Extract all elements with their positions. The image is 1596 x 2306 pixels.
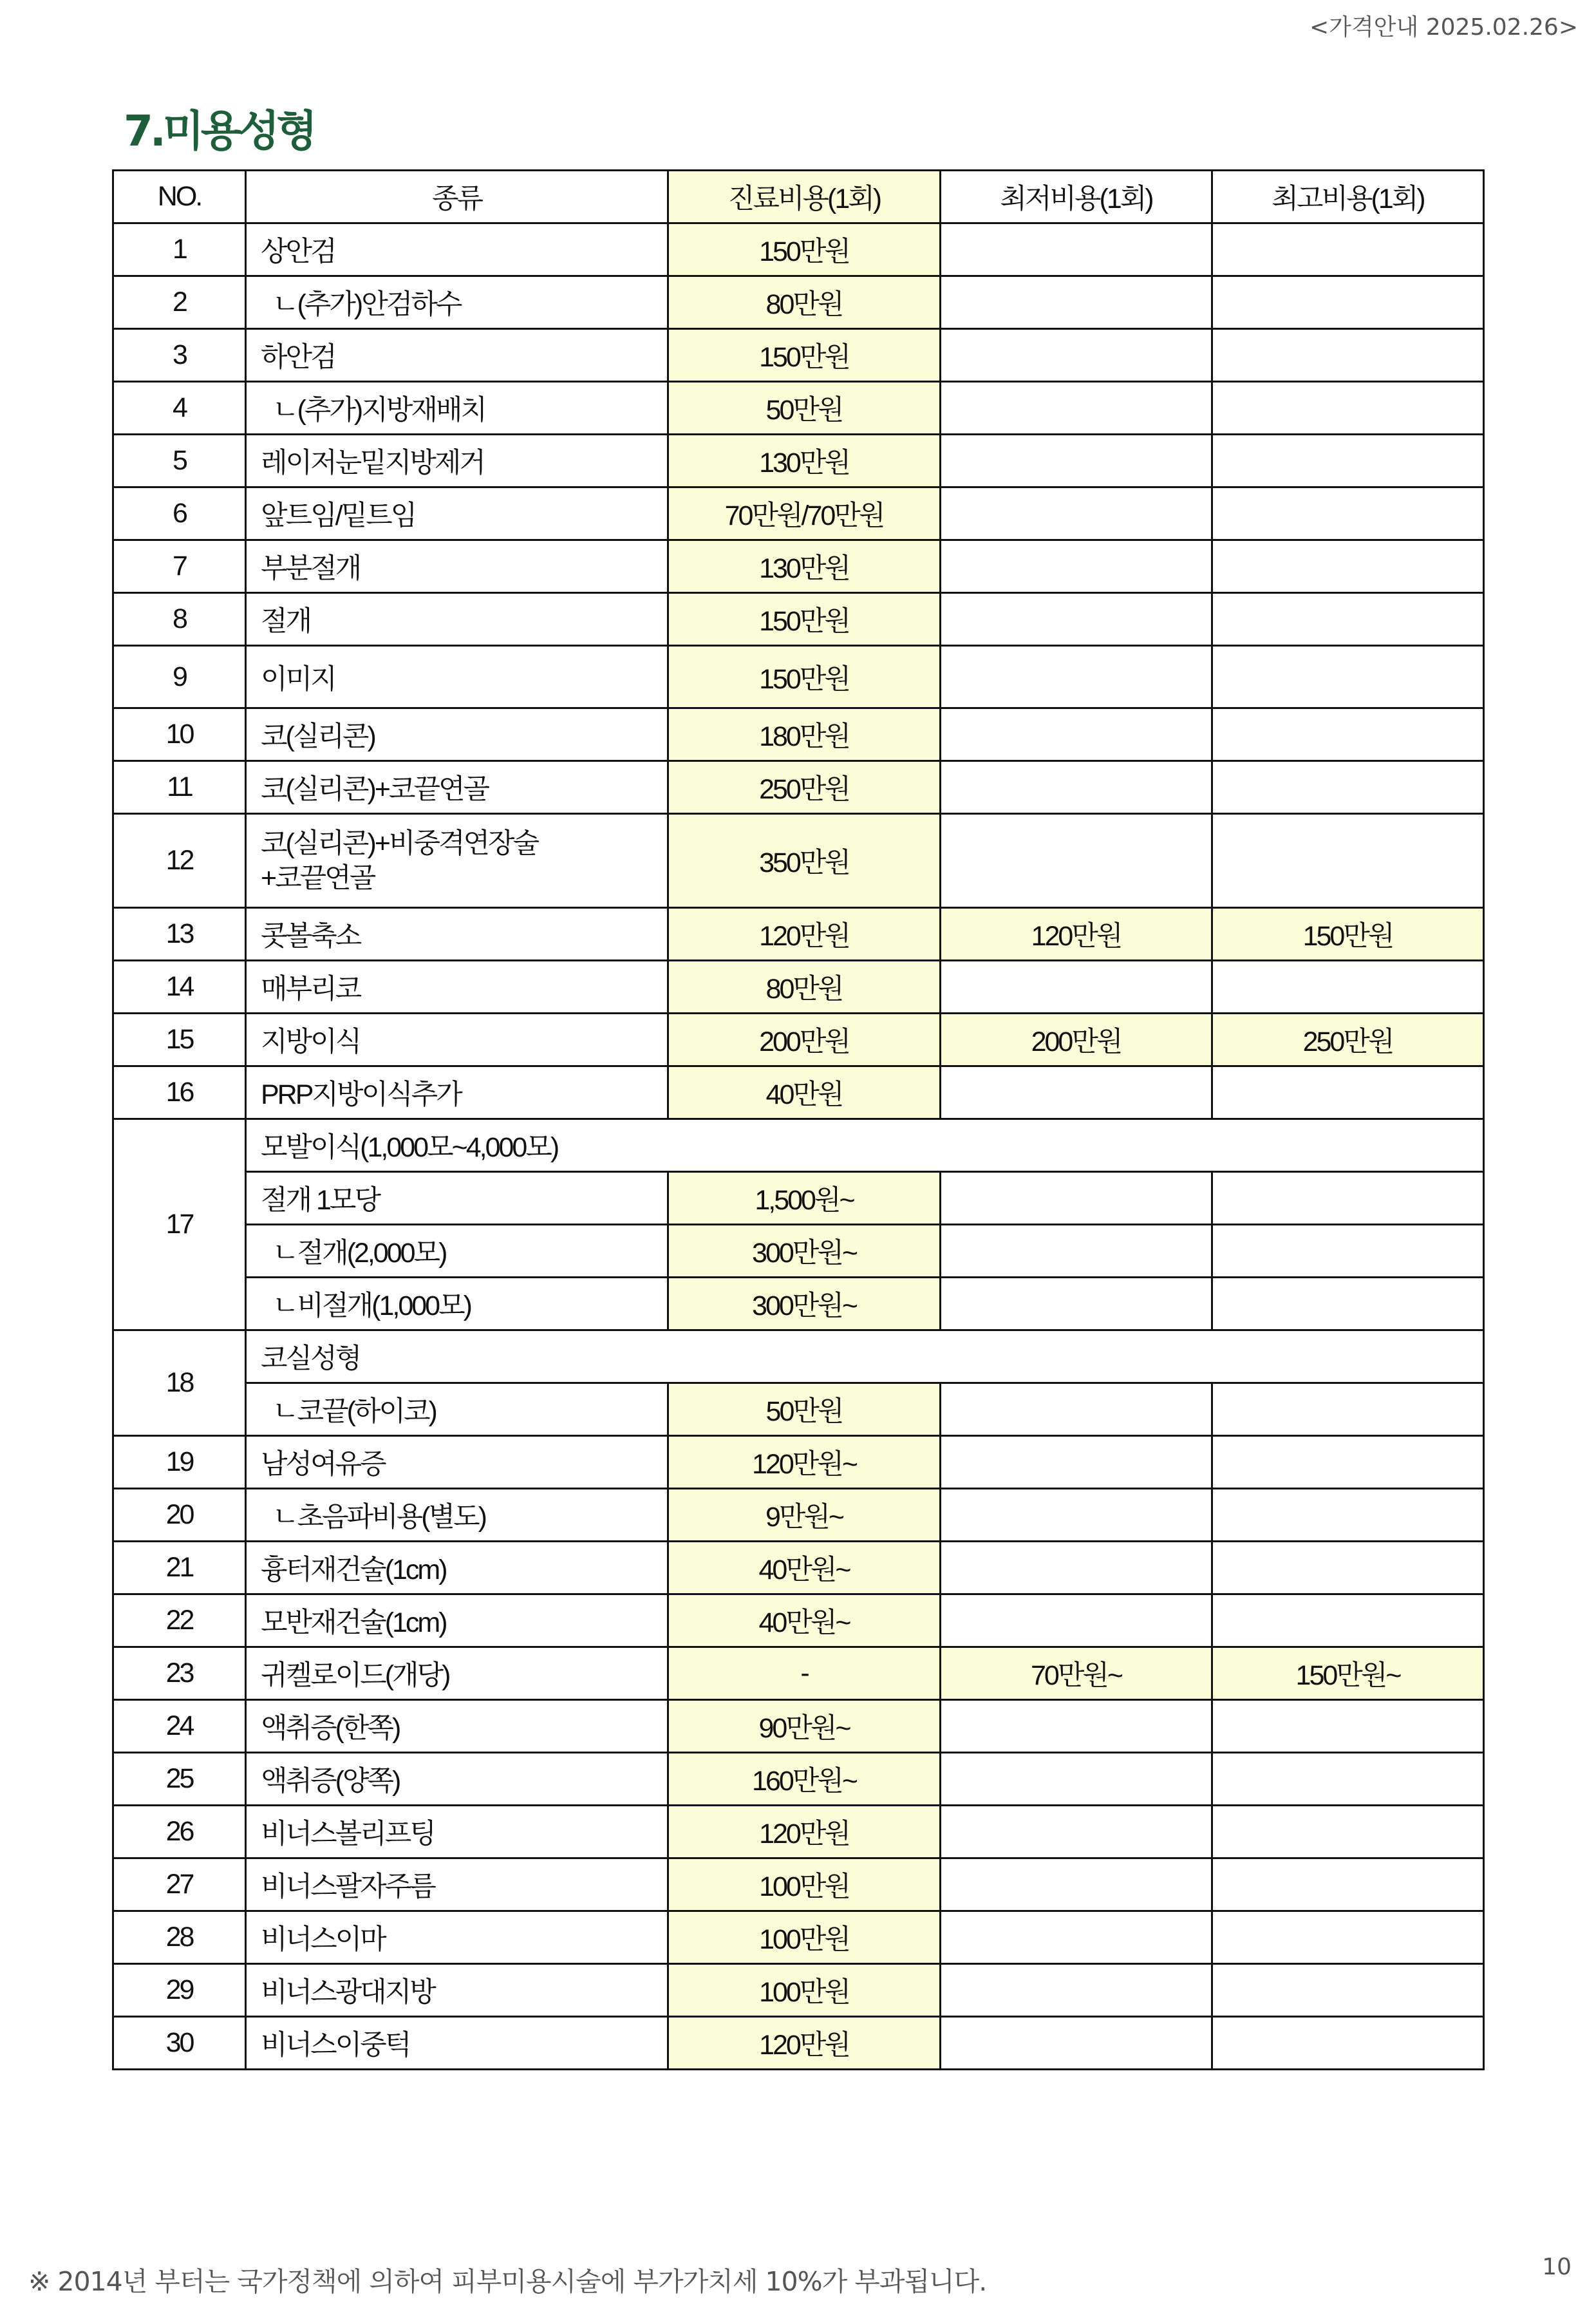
min-cost — [941, 1964, 1212, 2017]
treatment-cost: 40만원~ — [668, 1594, 941, 1647]
treatment-type: 하안검 — [246, 329, 668, 382]
table-row — [113, 908, 1484, 961]
max-cost — [1212, 1225, 1484, 1278]
treatment-cost: 40만원~ — [668, 1542, 941, 1594]
min-cost — [941, 329, 1212, 382]
price-info-date: <가격안내 2025.02.26> — [1310, 14, 1578, 41]
max-cost — [1212, 1911, 1484, 1964]
min-cost — [941, 961, 1212, 1014]
min-cost — [941, 593, 1212, 646]
table-row — [113, 276, 1484, 329]
table-row — [113, 1066, 1484, 1119]
treatment-cost: 150만원 — [668, 646, 941, 708]
min-cost — [941, 1278, 1212, 1330]
treatment-cost: 300만원~ — [668, 1278, 941, 1330]
row-number: 7 — [113, 540, 246, 593]
row-number: 26 — [113, 1806, 246, 1858]
row-number: 25 — [113, 1753, 246, 1806]
table-row — [113, 646, 1484, 708]
treatment-cost: 90만원~ — [668, 1700, 941, 1753]
table-row — [113, 961, 1484, 1014]
treatment-type: 콧볼축소 — [246, 908, 668, 961]
table-row — [113, 1172, 1484, 1225]
table-header-row — [113, 171, 1484, 223]
max-cost — [1212, 435, 1484, 487]
treatment-type: 귀켈로이드(개당) — [246, 1647, 668, 1700]
table-row — [113, 593, 1484, 646]
row-number: 5 — [113, 435, 246, 487]
table-row — [113, 1383, 1484, 1436]
treatment-cost: 80만원 — [668, 276, 941, 329]
treatment-type: 부분절개 — [246, 540, 668, 593]
max-cost — [1212, 540, 1484, 593]
min-cost — [941, 1489, 1212, 1542]
max-cost — [1212, 276, 1484, 329]
table-row — [113, 1647, 1484, 1700]
row-number: 4 — [113, 382, 246, 435]
treatment-type: 비너스이중턱 — [246, 2017, 668, 2070]
treatment-cost: 120만원 — [668, 1806, 941, 1858]
treatment-cost: 70만원/70만원 — [668, 487, 941, 540]
treatment-cost: 180만원 — [668, 708, 941, 761]
section-title: 7.미용성형 — [124, 106, 315, 156]
min-cost — [941, 1225, 1212, 1278]
row-number: 20 — [113, 1489, 246, 1542]
treatment-cost: 150만원 — [668, 329, 941, 382]
max-cost — [1212, 1278, 1484, 1330]
max-cost — [1212, 1542, 1484, 1594]
max-cost — [1212, 593, 1484, 646]
table-row — [113, 1225, 1484, 1278]
header-cost: 진료비용(1회) — [668, 171, 941, 223]
max-cost — [1212, 223, 1484, 276]
table-row — [113, 1489, 1484, 1542]
row-number: 17 — [113, 1119, 246, 1330]
min-cost — [941, 2017, 1212, 2070]
row-number: 28 — [113, 1911, 246, 1964]
max-cost — [1212, 382, 1484, 435]
table-row — [113, 814, 1484, 908]
row-number: 18 — [113, 1330, 246, 1436]
row-number: 30 — [113, 2017, 246, 2070]
treatment-cost: 9만원~ — [668, 1489, 941, 1542]
row-number: 15 — [113, 1014, 246, 1066]
min-cost — [941, 435, 1212, 487]
table-row — [113, 1278, 1484, 1330]
table-row — [113, 1753, 1484, 1806]
group-title: 모발이식(1,000모~4,000모) — [246, 1119, 1484, 1172]
row-number: 27 — [113, 1858, 246, 1911]
max-cost — [1212, 1172, 1484, 1225]
header-no: NO. — [113, 171, 246, 223]
min-cost — [941, 1700, 1212, 1753]
table-row — [113, 329, 1484, 382]
table-row — [113, 223, 1484, 276]
treatment-cost: 160만원~ — [668, 1753, 941, 1806]
treatment-type — [246, 814, 668, 908]
min-cost: 70만원~ — [941, 1647, 1212, 1700]
treatment-cost: 150만원 — [668, 593, 941, 646]
table-row — [113, 1436, 1484, 1489]
max-cost — [1212, 814, 1484, 908]
max-cost — [1212, 1489, 1484, 1542]
min-cost — [941, 1806, 1212, 1858]
page-number: 10 — [1542, 2254, 1572, 2280]
max-cost: 250만원 — [1212, 1014, 1484, 1066]
min-cost — [941, 1858, 1212, 1911]
max-cost — [1212, 487, 1484, 540]
table-row — [113, 2017, 1484, 2070]
max-cost — [1212, 1594, 1484, 1647]
treatment-cost: 50만원 — [668, 1383, 941, 1436]
treatment-type: 레이저눈밑지방제거 — [246, 435, 668, 487]
treatment-type: ㄴ코끝(하이코) — [246, 1383, 668, 1436]
min-cost: 120만원 — [941, 908, 1212, 961]
min-cost — [941, 487, 1212, 540]
row-number: 6 — [113, 487, 246, 540]
treatment-type-line: +코끝연골 — [261, 862, 375, 894]
treatment-type-line: 코(실리콘)+비중격연장술 — [261, 827, 538, 859]
row-number: 11 — [113, 761, 246, 814]
header-min-cost: 최저비용(1회) — [941, 171, 1212, 223]
treatment-cost: 350만원 — [668, 814, 941, 908]
max-cost — [1212, 1066, 1484, 1119]
treatment-type: 절개 — [246, 593, 668, 646]
treatment-cost: 100만원 — [668, 1911, 941, 1964]
min-cost: 200만원 — [941, 1014, 1212, 1066]
row-number: 22 — [113, 1594, 246, 1647]
table-row — [113, 1014, 1484, 1066]
table-row — [113, 487, 1484, 540]
max-cost — [1212, 1700, 1484, 1753]
treatment-cost: 40만원 — [668, 1066, 941, 1119]
min-cost — [941, 1911, 1212, 1964]
max-cost — [1212, 1964, 1484, 2017]
table-row — [113, 1594, 1484, 1647]
treatment-cost: 150만원 — [668, 223, 941, 276]
treatment-type: 코(실리콘) — [246, 708, 668, 761]
header-type: 종류 — [246, 171, 668, 223]
min-cost — [941, 276, 1212, 329]
row-number: 10 — [113, 708, 246, 761]
table-row — [113, 1542, 1484, 1594]
treatment-type: ㄴ비절개(1,000모) — [246, 1278, 668, 1330]
table-row — [113, 1911, 1484, 1964]
min-cost — [941, 1542, 1212, 1594]
treatment-type: 액취증(양쪽) — [246, 1753, 668, 1806]
max-cost — [1212, 2017, 1484, 2070]
max-cost — [1212, 1858, 1484, 1911]
treatment-cost: 120만원 — [668, 908, 941, 961]
max-cost — [1212, 1436, 1484, 1489]
treatment-cost: 200만원 — [668, 1014, 941, 1066]
row-number: 23 — [113, 1647, 246, 1700]
max-cost — [1212, 1806, 1484, 1858]
treatment-type: 흉터재건술(1cm) — [246, 1542, 668, 1594]
row-number: 21 — [113, 1542, 246, 1594]
min-cost — [941, 761, 1212, 814]
row-number: 3 — [113, 329, 246, 382]
min-cost — [941, 646, 1212, 708]
min-cost — [941, 540, 1212, 593]
min-cost — [941, 814, 1212, 908]
table-row — [113, 1806, 1484, 1858]
treatment-type: 코(실리콘)+코끝연골 — [246, 761, 668, 814]
table-group-row — [113, 1119, 1484, 1172]
min-cost — [941, 1594, 1212, 1647]
table-row — [113, 761, 1484, 814]
price-table — [112, 169, 1485, 2070]
treatment-cost: 130만원 — [668, 540, 941, 593]
treatment-cost: 100만원 — [668, 1964, 941, 2017]
row-number: 2 — [113, 276, 246, 329]
max-cost — [1212, 961, 1484, 1014]
min-cost — [941, 223, 1212, 276]
row-number: 16 — [113, 1066, 246, 1119]
table-row — [113, 540, 1484, 593]
vat-notice: ※ 2014년 부터는 국가정책에 의하여 피부미용시술에 부가가치세 10%가 부과됩니다. — [28, 2266, 987, 2297]
treatment-type: 절개 1모당 — [246, 1172, 668, 1225]
min-cost — [941, 708, 1212, 761]
min-cost — [941, 1172, 1212, 1225]
treatment-type: ㄴ절개(2,000모) — [246, 1225, 668, 1278]
treatment-type: ㄴ(추가)안검하수 — [246, 276, 668, 329]
treatment-type: 비너스팔자주름 — [246, 1858, 668, 1911]
row-number: 24 — [113, 1700, 246, 1753]
group-title: 코실성형 — [246, 1330, 1484, 1383]
treatment-type: 남성여유증 — [246, 1436, 668, 1489]
table-row — [113, 1700, 1484, 1753]
min-cost — [941, 1383, 1212, 1436]
treatment-cost: 80만원 — [668, 961, 941, 1014]
row-number: 8 — [113, 593, 246, 646]
table-row — [113, 1964, 1484, 2017]
min-cost — [941, 1436, 1212, 1489]
row-number: 12 — [113, 814, 246, 908]
treatment-cost: 120만원~ — [668, 1436, 941, 1489]
max-cost — [1212, 708, 1484, 761]
min-cost — [941, 382, 1212, 435]
max-cost — [1212, 646, 1484, 708]
treatment-type: 상안검 — [246, 223, 668, 276]
treatment-type: 액취증(한쪽) — [246, 1700, 668, 1753]
max-cost — [1212, 761, 1484, 814]
treatment-cost: 1,500원~ — [668, 1172, 941, 1225]
table-group-row — [113, 1330, 1484, 1383]
table-row — [113, 435, 1484, 487]
header-max-cost: 최고비용(1회) — [1212, 171, 1484, 223]
treatment-type: 앞트임/밑트임 — [246, 487, 668, 540]
treatment-cost: 100만원 — [668, 1858, 941, 1911]
treatment-cost: 50만원 — [668, 382, 941, 435]
treatment-cost: 300만원~ — [668, 1225, 941, 1278]
max-cost — [1212, 1383, 1484, 1436]
treatment-type: ㄴ(추가)지방재배치 — [246, 382, 668, 435]
treatment-cost: - — [668, 1647, 941, 1700]
treatment-type: 비너스광대지방 — [246, 1964, 668, 2017]
max-cost — [1212, 329, 1484, 382]
max-cost — [1212, 1753, 1484, 1806]
table-row — [113, 382, 1484, 435]
treatment-cost: 250만원 — [668, 761, 941, 814]
treatment-type: ㄴ초음파비용(별도) — [246, 1489, 668, 1542]
table-row — [113, 1858, 1484, 1911]
treatment-type: 비너스볼리프팅 — [246, 1806, 668, 1858]
table-row — [113, 708, 1484, 761]
row-number: 14 — [113, 961, 246, 1014]
row-number: 29 — [113, 1964, 246, 2017]
row-number: 1 — [113, 223, 246, 276]
treatment-type: 모반재건술(1cm) — [246, 1594, 668, 1647]
min-cost — [941, 1753, 1212, 1806]
treatment-type: 지방이식 — [246, 1014, 668, 1066]
treatment-cost: 120만원 — [668, 2017, 941, 2070]
treatment-type: 비너스이마 — [246, 1911, 668, 1964]
treatment-cost: 130만원 — [668, 435, 941, 487]
max-cost: 150만원 — [1212, 908, 1484, 961]
treatment-type: 매부리코 — [246, 961, 668, 1014]
row-number: 13 — [113, 908, 246, 961]
row-number: 9 — [113, 646, 246, 708]
max-cost: 150만원~ — [1212, 1647, 1484, 1700]
treatment-type: PRP지방이식추가 — [246, 1066, 668, 1119]
treatment-type: 이미지 — [246, 646, 668, 708]
row-number: 19 — [113, 1436, 246, 1489]
min-cost — [941, 1066, 1212, 1119]
